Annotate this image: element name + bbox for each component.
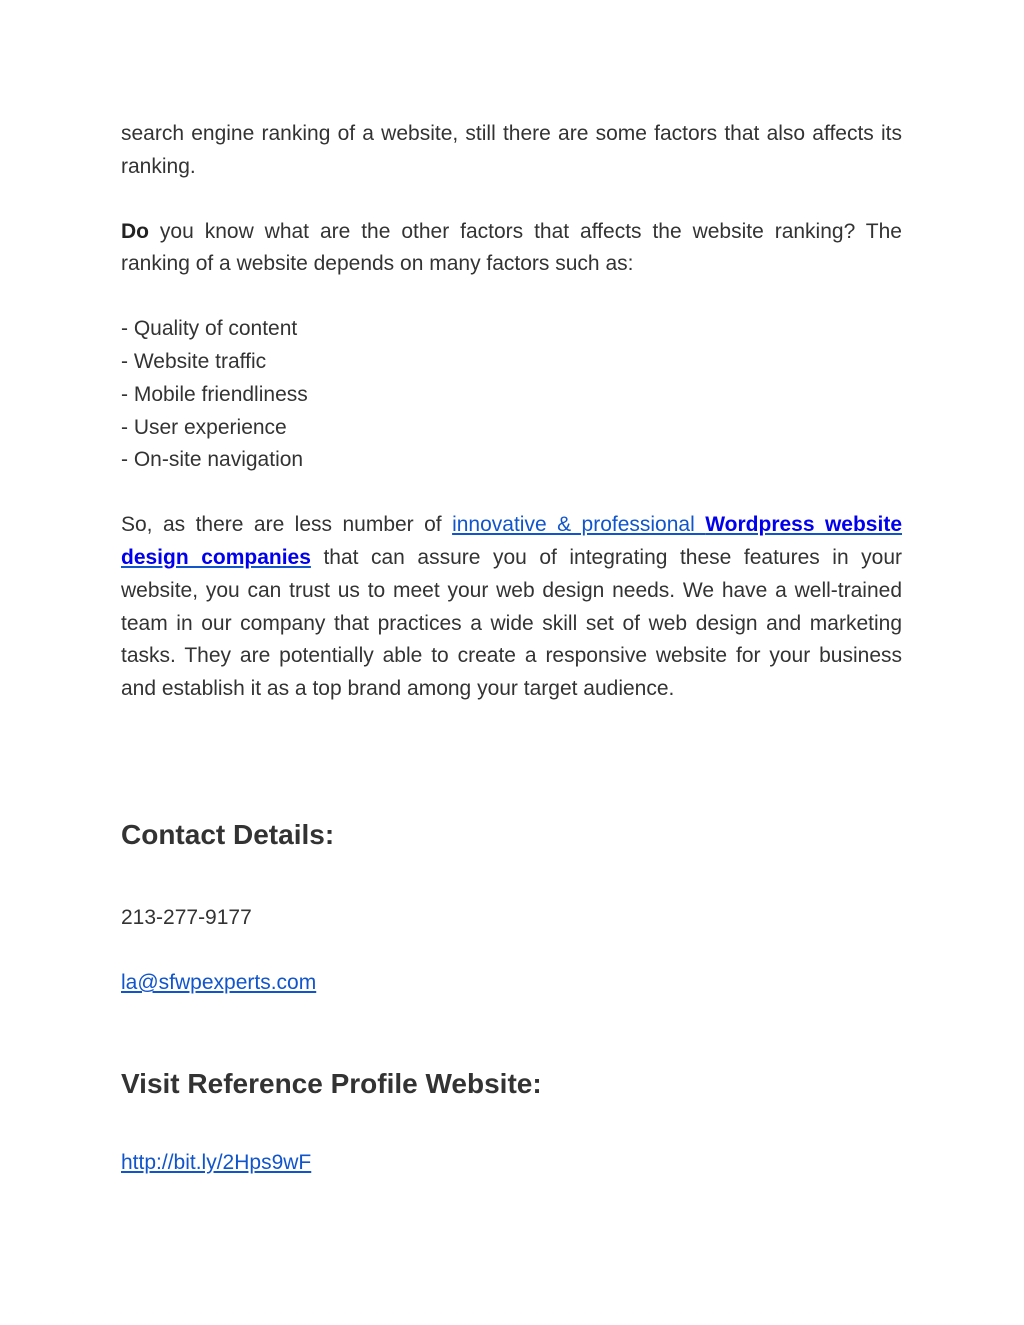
reference-url-link[interactable]: http://bit.ly/2Hps9wF — [121, 1150, 312, 1174]
contact-details-heading: Contact Details: — [121, 818, 335, 850]
closing-paragraph — [121, 509, 902, 706]
reference-url-row — [121, 1147, 902, 1179]
email-link[interactable]: la@sfwpexperts.com — [121, 970, 317, 994]
phone-number: 213-277-9177 — [121, 905, 252, 929]
list-item: - Website traffic — [121, 349, 267, 373]
question-lead-bold: Do — [121, 219, 149, 243]
question-paragraph — [121, 216, 902, 282]
reference-website-heading: Visit Reference Profile Website: — [121, 1067, 542, 1099]
list-item: - Quality of content — [121, 317, 298, 341]
document-page — [121, 118, 902, 1179]
list-item: - User experience — [121, 415, 287, 439]
list-item: - Mobile friendliness — [121, 382, 308, 406]
question-text: you know what are the other factors that affects the website ranking? The ranking of a website depends on many factors such as: — [121, 219, 902, 276]
list-item: - On-site navigation — [121, 448, 304, 472]
closing-lead-text: So, as there are less number of — [121, 513, 453, 537]
email-row — [121, 967, 902, 999]
closing-body-text: that can assure you of integrating these features in your website, you can trust us to meet your web design needs. We have a well-trained team in our company that practices a wide skill set of web design and marketing tasks. They are potentially able to create a responsive website for your business and establish it as a top brand among your target audience. — [121, 545, 903, 701]
factors-list — [121, 313, 902, 477]
link-plain-text: innovative & professional — [452, 513, 706, 537]
link-bold-text: Wordpress website design companies — [121, 513, 902, 569]
intro-paragraph: search engine ranking of a website, still there are some factors that also affects its ranking. — [121, 122, 902, 178]
